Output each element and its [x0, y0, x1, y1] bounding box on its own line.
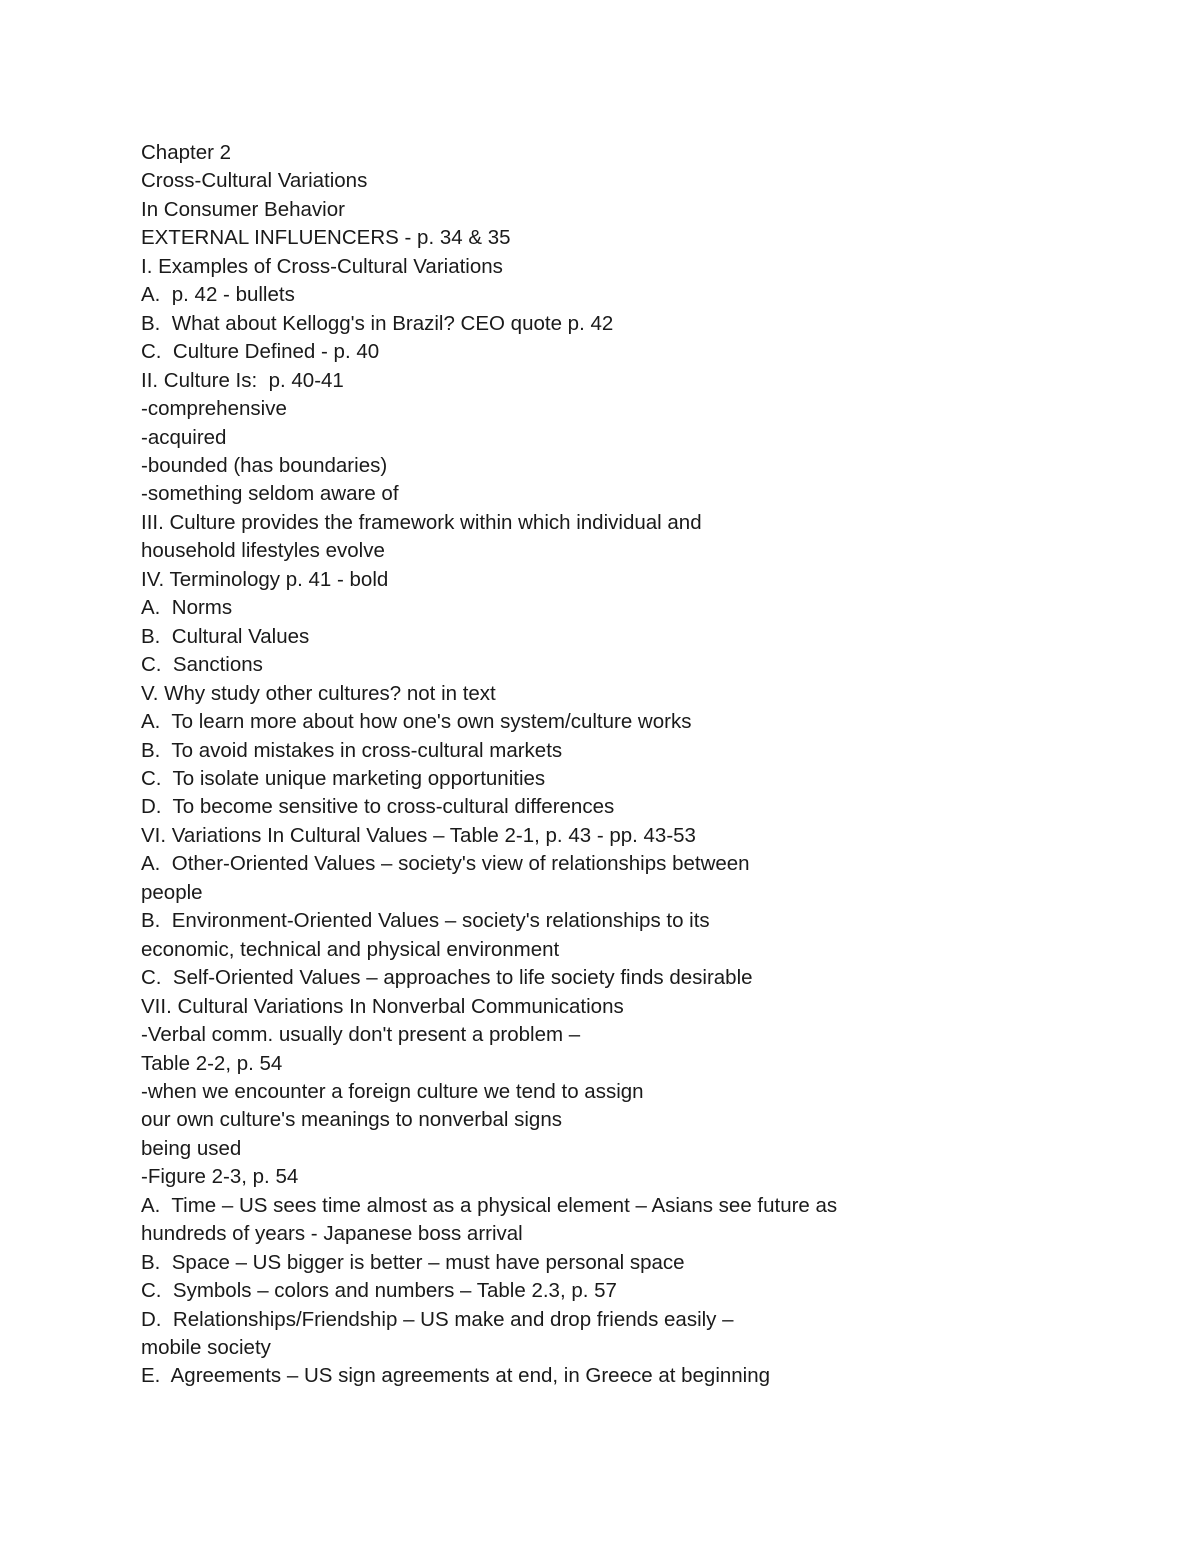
document-line: EXTERNAL INFLUENCERS - p. 34 & 35 [141, 226, 511, 250]
document-line: hundreds of years - Japanese boss arrival [141, 1222, 523, 1246]
document-line: -when we encounter a foreign culture we tend to assign [141, 1079, 644, 1103]
document-line: -something seldom aware of [141, 482, 399, 506]
document-line: our own culture's meanings to nonverbal signs [141, 1108, 562, 1132]
document-line: Cross-Cultural Variations [141, 169, 368, 193]
document-line: being used [141, 1136, 242, 1160]
document-line: Chapter 2 [141, 141, 232, 164]
document-line: I. Examples of Cross-Cultural Variations [141, 254, 503, 278]
document-line: A. Other-Oriented Values – society's view of relationships between [141, 852, 750, 876]
document-body [141, 139, 1141, 1391]
document-line: A. Norms [141, 596, 233, 620]
document-line: -comprehensive [141, 397, 287, 421]
document-line: VII. Cultural Variations In Nonverbal Communications [141, 994, 624, 1018]
document-line: C. Self-Oriented Values – approaches to life society finds desirable [141, 966, 753, 990]
document-line: D. Relationships/Friendship – US make and drop friends easily – [141, 1307, 734, 1331]
document-line: III. Culture provides the framework within which individual and [141, 510, 702, 534]
document-line: C. Sanctions [141, 653, 263, 677]
document-line: C. Culture Defined - p. 40 [141, 340, 380, 364]
document-line: household lifestyles evolve [141, 539, 385, 563]
document-line: B. Cultural Values [141, 624, 310, 648]
document-line: B. Space – US bigger is better – must have personal space [141, 1250, 685, 1274]
document-line: Table 2-2, p. 54 [141, 1051, 283, 1075]
document-line: A. To learn more about how one's own system/culture works [141, 710, 692, 734]
document-line: In Consumer Behavior [141, 197, 345, 221]
document-line: -acquired [141, 425, 227, 449]
document-line: D. To become sensitive to cross-cultural differences [141, 795, 615, 819]
document-line: B. Environment-Oriented Values – society's relationships to its [141, 909, 710, 933]
document-line: II. Culture Is: p. 40-41 [141, 368, 344, 392]
document-line: economic, technical and physical environment [141, 937, 560, 961]
document-line: people [141, 880, 203, 904]
document-line: C. Symbols – colors and numbers – Table 2.3, p. 57 [141, 1279, 617, 1303]
document-line: B. What about Kellogg's in Brazil? CEO quote p. 42 [141, 311, 614, 335]
document-line: A. p. 42 - bullets [141, 283, 295, 307]
document-line: B. To avoid mistakes in cross-cultural markets [141, 738, 563, 762]
document-line: -Figure 2-3, p. 54 [141, 1165, 299, 1189]
document-line: -Verbal comm. usually don't present a problem – [141, 1023, 581, 1047]
document-line: C. To isolate unique marketing opportunities [141, 766, 546, 790]
document-line: IV. Terminology p. 41 - bold [141, 567, 389, 591]
document-line: V. Why study other cultures? not in text [141, 681, 496, 705]
document-line: -bounded (has boundaries) [141, 453, 388, 477]
document-line: A. Time – US sees time almost as a physical element – Asians see future as [141, 1193, 838, 1217]
document-line: VI. Variations In Cultural Values – Table 2-1, p. 43 - pp. 43-53 [141, 823, 696, 847]
document-line: E. Agreements – US sign agreements at end, in Greece at beginning [141, 1364, 771, 1388]
document-line: mobile society [141, 1336, 271, 1360]
